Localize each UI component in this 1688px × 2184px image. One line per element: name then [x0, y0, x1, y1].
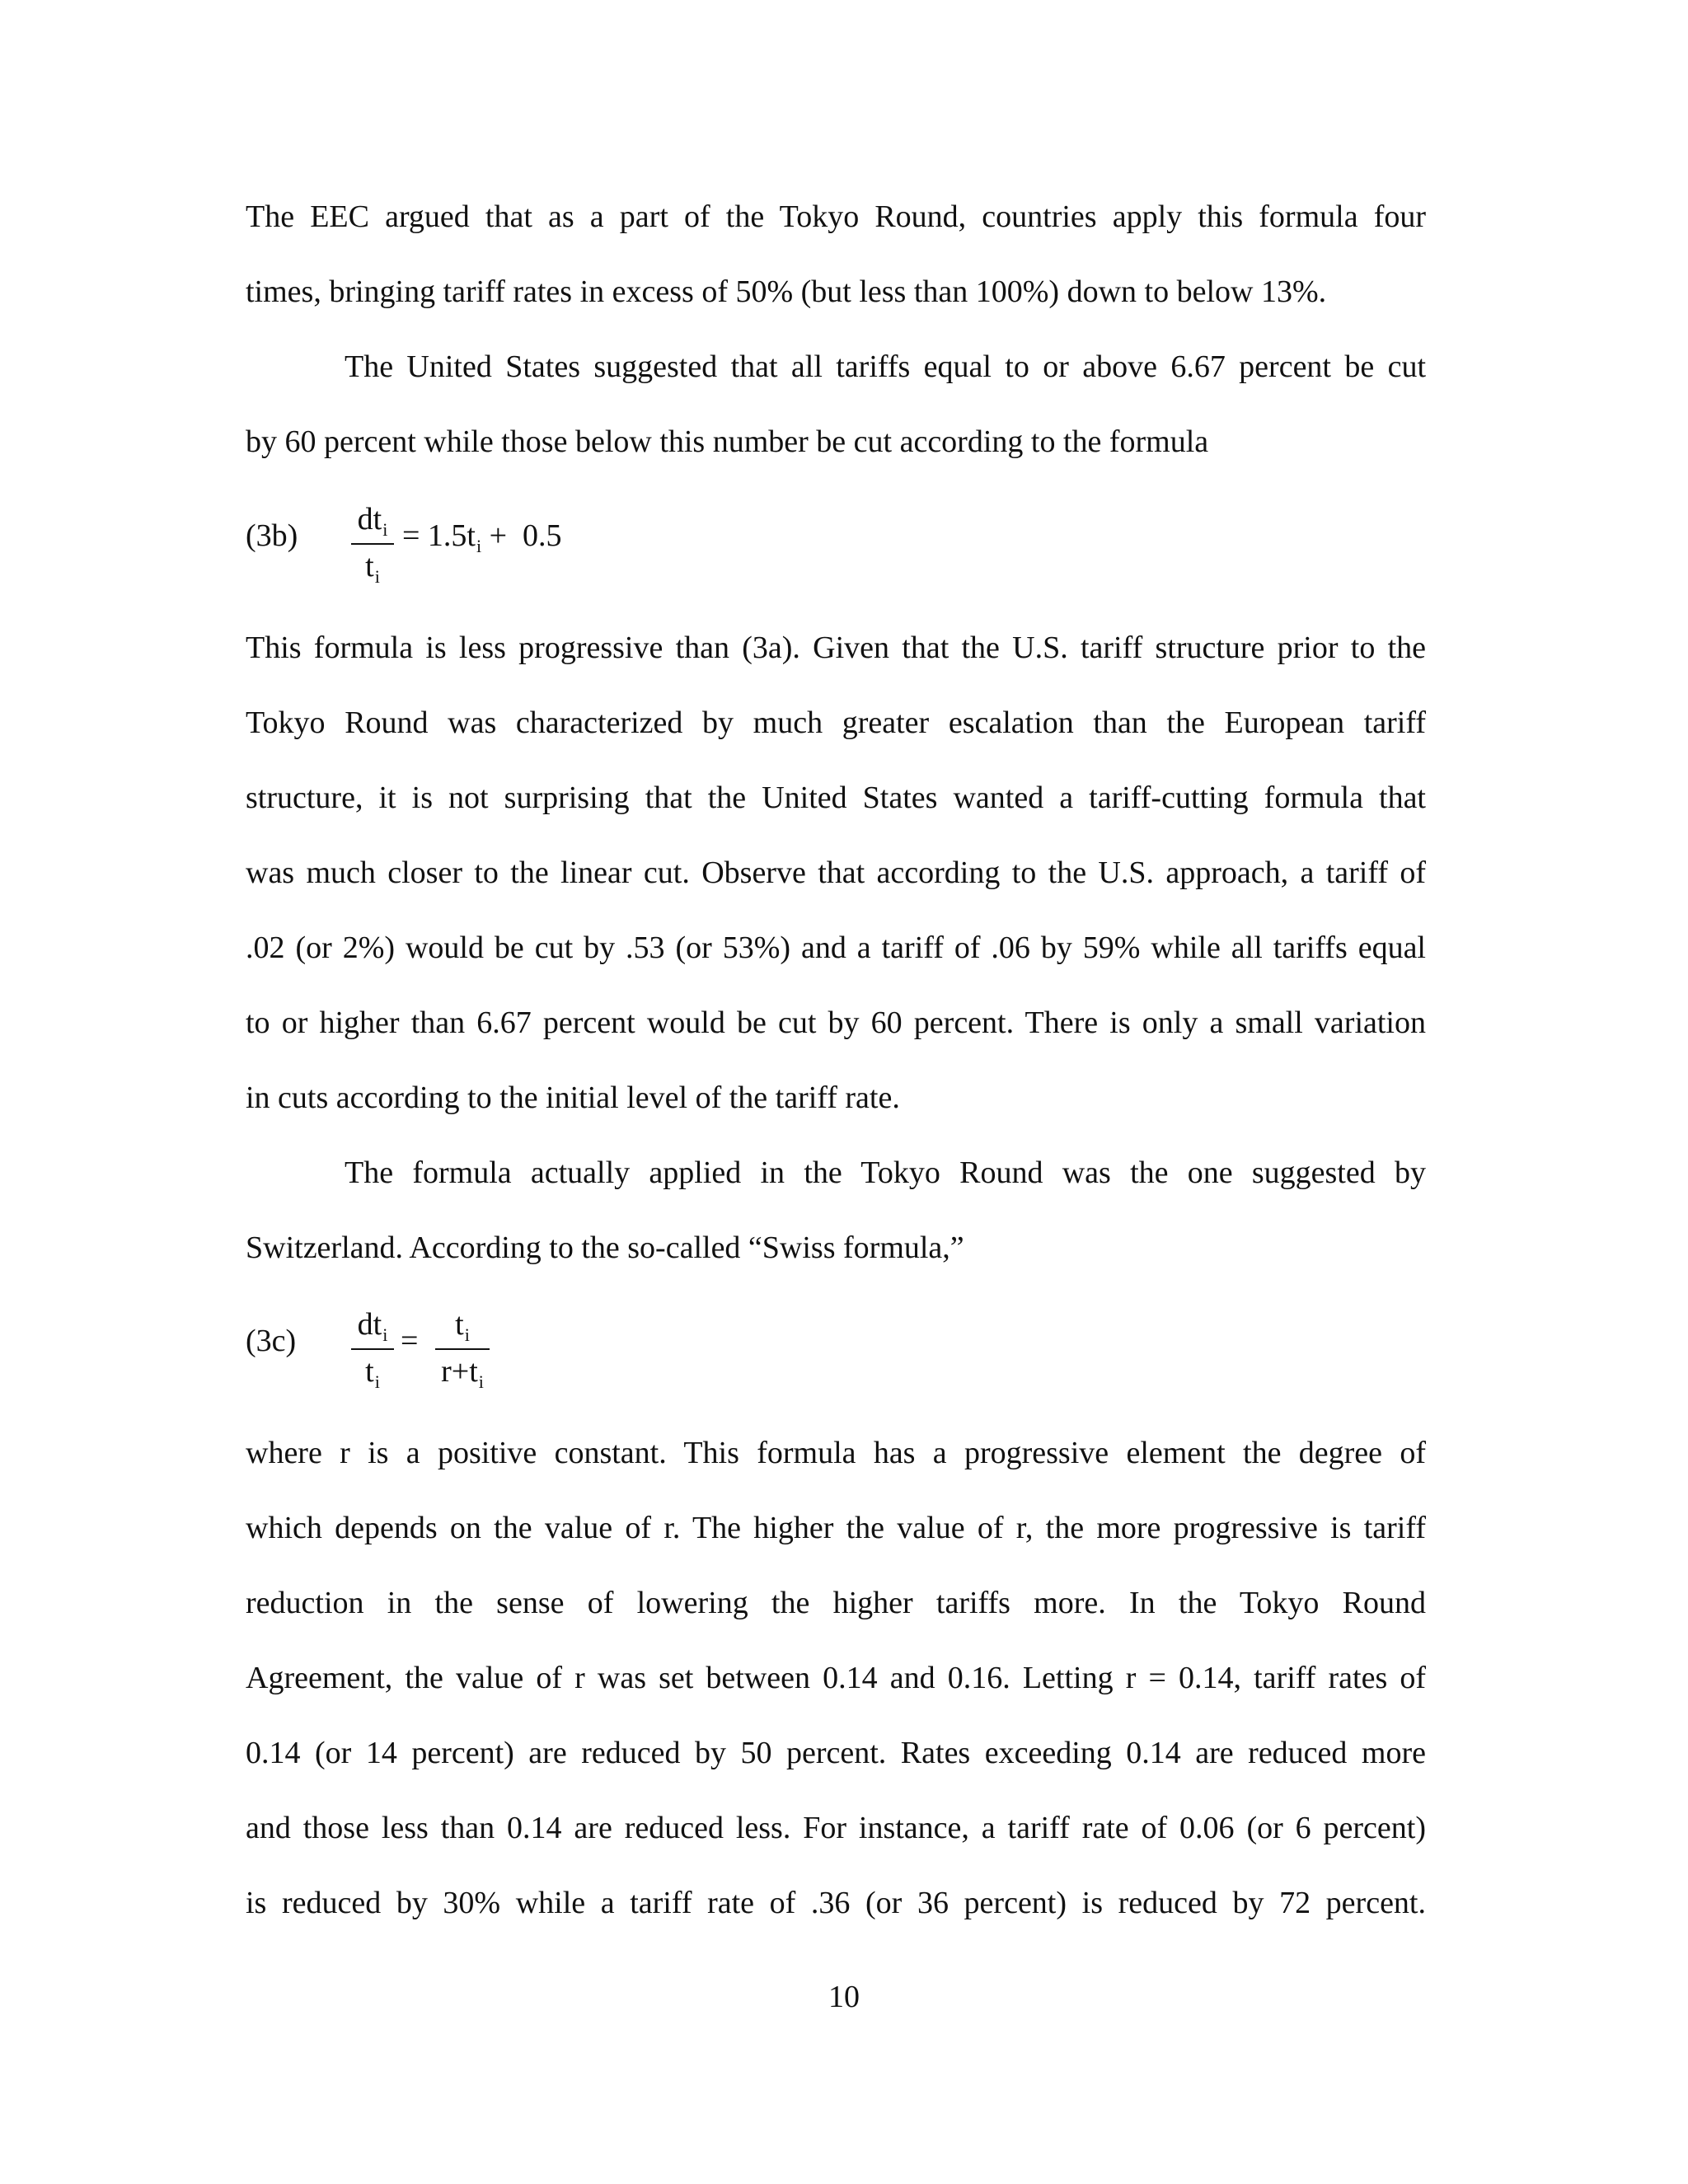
text-line: The formula actually applied in the Tokyo Round was the one suggested by: [345, 1155, 1426, 1190]
text-line: .02 (or 2%) would be cut by .53 (or 53%) and a tariff of .06 by 59% while all tariffs equal: [246, 930, 1426, 965]
fraction-bar: [435, 1348, 490, 1350]
fraction-denominator: $t_i$: [365, 1354, 380, 1392]
fraction-denominator: $r+t_i$: [441, 1354, 484, 1392]
fraction-dt-over-t: [351, 1306, 394, 1394]
text-line: The United States suggested that all tariffs equal to or above 6.67 percent be cut: [345, 349, 1426, 384]
fraction-t-over-r-plus-t: [435, 1306, 490, 1394]
fraction-bar: [351, 543, 394, 545]
equation-label: (3b): [246, 518, 298, 553]
text-line: which depends on the value of r. The higher the value of r, the more progressive is tariff: [246, 1511, 1426, 1545]
text-line: Tokyo Round was characterized by much greater escalation than the European tariff: [246, 705, 1426, 740]
equation-3c: [246, 1306, 1070, 1405]
text-line: is reduced by 30% while a tariff rate of .36 (or 36 percent) is reduced by 72 percent.: [246, 1886, 1426, 1920]
fraction-numerator: $dt_i$: [357, 1307, 388, 1345]
text-line: was much closer to the linear cut. Observe that according to the U.S. approach, a tariff of: [246, 855, 1426, 890]
text-line: 0.14 (or 14 percent) are reduced by 50 percent. Rates exceeding 0.14 are reduced more: [246, 1736, 1426, 1770]
text-line: structure, it is not surprising that the United States wanted a tariff-cutting formula that: [246, 780, 1426, 815]
text-line: by 60 percent while those below this number be cut according to the formula: [246, 424, 1209, 459]
text-line: in cuts according to the initial level of the tariff rate.: [246, 1080, 900, 1115]
text-line: times, bringing tariff rates in excess of 50% (but less than 100%) down to below 13%.: [246, 274, 1327, 309]
fraction-bar: [351, 1348, 394, 1350]
text-line: where r is a positive constant. This formula has a progressive element the degree of: [246, 1436, 1426, 1470]
page-number: 10: [828, 1980, 860, 2014]
text-line: This formula is less progressive than (3a). Given that the U.S. tariff structure prior to the: [246, 630, 1426, 665]
text-line: Agreement, the value of r was set between 0.14 and 0.16. Letting r = 0.14, tariff rates of: [246, 1661, 1426, 1695]
fraction-numerator: $t_i$: [455, 1307, 470, 1345]
equation-label: (3c): [246, 1324, 297, 1358]
text-line: and those less than 0.14 are reduced less. For instance, a tariff rate of 0.06 (or 6 percent): [246, 1811, 1426, 1845]
text-line: reduction in the sense of lowering the higher tariffs more. In the Tokyo Round: [246, 1586, 1426, 1620]
fraction-denominator: $t_i$: [365, 549, 380, 587]
equation-rhs: = $1.5t_i + 0.5$: [402, 518, 562, 556]
text-line: to or higher than 6.67 percent would be cut by 60 percent. There is only a small variation: [246, 1005, 1426, 1040]
equation-3b: [246, 501, 1070, 600]
equals-sign: =: [401, 1324, 419, 1358]
text-line: Switzerland. According to the so-called “Swiss formula,”: [246, 1230, 964, 1265]
text-line: The EEC argued that as a part of the Tokyo Round, countries apply this formula four: [246, 199, 1426, 234]
fraction-numerator: $dt_i$: [357, 502, 388, 540]
fraction-dt-over-t: [351, 501, 394, 588]
